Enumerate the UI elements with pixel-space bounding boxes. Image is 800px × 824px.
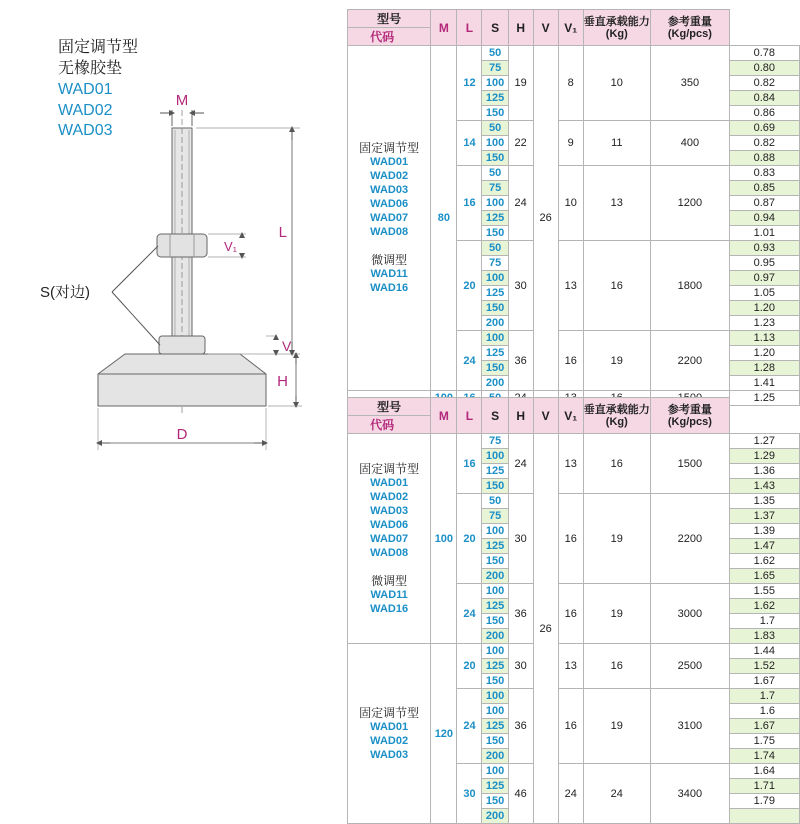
hdr-weight: 参考重量 (Kg/pcs) <box>650 10 729 46</box>
l-cell: 200 <box>482 749 508 764</box>
hdr2-model: 型号 <box>348 398 431 416</box>
l-cell: 125 <box>482 346 508 361</box>
m-cell: 24 <box>457 689 482 764</box>
load-cell: 2500 <box>650 644 729 689</box>
load-cell: 3000 <box>650 584 729 644</box>
hdr2-load: 垂直承载能力 (Kg) <box>583 398 650 434</box>
model-code: WAD08 <box>370 226 409 238</box>
model-code: WAD03 <box>370 748 409 761</box>
model-code: WAD01 <box>370 476 409 489</box>
m-cell: 20 <box>457 241 482 331</box>
l-cell: 100 <box>482 524 508 539</box>
l-cell: 75 <box>482 256 508 271</box>
weight-cell: 0.69 <box>729 121 799 136</box>
s-cell: 36 <box>508 689 533 764</box>
model-code: WAD07 <box>370 532 409 545</box>
model-code: WAD06 <box>370 518 409 531</box>
l-cell: 150 <box>482 301 508 316</box>
weight-cell: 1.7 <box>729 614 799 629</box>
model-code: WAD16 <box>370 602 409 615</box>
model-code: WAD02 <box>370 170 409 182</box>
l-cell: 125 <box>482 599 508 614</box>
hdr-load: 垂直承载能力 (Kg) <box>583 10 650 46</box>
weight-cell: 1.62 <box>729 554 799 569</box>
hdr2-code: 代码 <box>348 416 431 434</box>
d-cell: 100 <box>431 434 457 644</box>
l-cell: 150 <box>482 479 508 494</box>
l-cell: 125 <box>482 286 508 301</box>
weight-cell: 1.75 <box>729 734 799 749</box>
table-row <box>348 434 800 449</box>
weight-cell: 1.65 <box>729 569 799 584</box>
v1-cell: 16 <box>583 644 650 689</box>
weight-cell: 1.64 <box>729 764 799 779</box>
l-cell: 150 <box>482 106 508 121</box>
l-cell: 100 <box>482 271 508 286</box>
v1-cell: 19 <box>583 584 650 644</box>
l-cell: 100 <box>482 331 508 346</box>
table-row <box>348 644 800 659</box>
weight-cell: 1.79 <box>729 794 799 809</box>
dim-l-label: L <box>278 224 287 241</box>
model-code: WAD01 <box>370 156 409 168</box>
weight-cell: 0.97 <box>729 271 799 286</box>
product-code-2: WAD02 <box>58 102 113 119</box>
model-code: WAD03 <box>370 504 409 517</box>
l-cell: 100 <box>482 136 508 151</box>
weight-cell: 0.88 <box>729 151 799 166</box>
l-cell: 100 <box>482 196 508 211</box>
s-cell: 36 <box>508 584 533 644</box>
h-cell: 26 <box>533 434 558 824</box>
weight-cell <box>729 809 799 824</box>
l-cell: 200 <box>482 569 508 584</box>
l-cell: 200 <box>482 629 508 644</box>
spacer <box>348 239 430 253</box>
v-cell: 16 <box>558 331 583 391</box>
l-cell: 150 <box>482 614 508 629</box>
l-cell: 150 <box>482 361 508 376</box>
weight-cell: 1.74 <box>729 749 799 764</box>
weight-cell: 1.47 <box>729 539 799 554</box>
l-cell: 50 <box>482 494 508 509</box>
weight-cell: 1.43 <box>729 479 799 494</box>
v-cell: 13 <box>558 241 583 331</box>
m-cell: 20 <box>457 644 482 689</box>
h-cell: 26 <box>533 46 558 391</box>
base-pad <box>98 354 266 406</box>
m-cell: 16 <box>457 166 482 241</box>
weight-cell: 0.87 <box>729 196 799 211</box>
l-cell: 150 <box>482 674 508 689</box>
model-code: WAD01 <box>370 720 409 733</box>
m-cell: 24 <box>457 584 482 644</box>
weight-cell: 1.13 <box>729 331 799 346</box>
v1-cell: 24 <box>583 764 650 824</box>
v-cell: 13 <box>558 434 583 494</box>
hdr-l: L <box>457 10 482 46</box>
weight-cell: 0.95 <box>729 256 799 271</box>
product-code-3: WAD03 <box>58 122 113 139</box>
l-cell: 100 <box>482 449 508 464</box>
spec-table-1 <box>347 9 800 406</box>
dim-m-label: M <box>175 92 189 109</box>
v1-cell: 16 <box>583 241 650 331</box>
product-code-1: WAD01 <box>58 81 113 98</box>
model-type-label: 微调型 <box>371 253 408 267</box>
model-type-label: 固定调节型 <box>359 141 420 155</box>
v-cell: 9 <box>558 121 583 166</box>
l-cell: 150 <box>482 794 508 809</box>
model-type-label: 微调型 <box>371 573 408 588</box>
s-cell: 24 <box>508 166 533 241</box>
v1-cell: 19 <box>583 689 650 764</box>
l-cell: 125 <box>482 211 508 226</box>
m-cell: 30 <box>457 764 482 824</box>
load-cell: 1200 <box>650 166 729 241</box>
model-code: WAD16 <box>370 282 409 294</box>
leveling-foot-drawing <box>0 0 345 470</box>
l-cell: 150 <box>482 151 508 166</box>
model-type-label: 固定调节型 <box>359 705 420 720</box>
weight-cell: 0.94 <box>729 211 799 226</box>
weight-cell: 0.78 <box>729 46 799 61</box>
weight-cell: 1.29 <box>729 449 799 464</box>
v-cell: 10 <box>558 166 583 241</box>
s-cell: 30 <box>508 241 533 331</box>
weight-cell: 1.05 <box>729 286 799 301</box>
lower-nut <box>159 336 205 354</box>
load-cell: 1800 <box>650 241 729 331</box>
weight-cell: 1.39 <box>729 524 799 539</box>
l-cell: 75 <box>482 434 508 449</box>
weight-cell: 1.01 <box>729 226 799 241</box>
d-cell: 80 <box>431 46 457 391</box>
v-cell: 16 <box>558 494 583 584</box>
v1-cell: 10 <box>583 46 650 121</box>
hdr-h: H <box>508 10 533 46</box>
hdr2-m: M <box>431 398 457 434</box>
dim-h-label: H <box>277 373 288 390</box>
weight-cell: 1.20 <box>729 301 799 316</box>
l-cell: 50 <box>482 241 508 256</box>
weight-cell: 1.37 <box>729 509 799 524</box>
weight-cell: 1.83 <box>729 629 799 644</box>
model-code: WAD08 <box>370 546 409 559</box>
m-cell: 24 <box>457 331 482 391</box>
v-cell: 8 <box>558 46 583 121</box>
s-cell: 36 <box>508 331 533 391</box>
s-cell: 30 <box>508 494 533 584</box>
model-group-cell <box>348 434 431 644</box>
load-cell: 3400 <box>650 764 729 824</box>
hdr-v: V <box>533 10 558 46</box>
weight-cell: 0.82 <box>729 76 799 91</box>
load-cell: 2200 <box>650 331 729 391</box>
weight-cell: 1.7 <box>729 689 799 704</box>
product-title: 固定调节型 <box>58 39 139 56</box>
model-code: WAD07 <box>370 212 409 224</box>
hdr2-l: L <box>457 398 482 434</box>
l-cell: 150 <box>482 226 508 241</box>
l-cell: 125 <box>482 659 508 674</box>
l-cell: 75 <box>482 509 508 524</box>
weight-cell: 1.67 <box>729 719 799 734</box>
upper-nut <box>157 234 207 257</box>
l-cell: 200 <box>482 376 508 391</box>
v1-cell: 13 <box>583 166 650 241</box>
m-cell: 20 <box>457 494 482 584</box>
hdr2-h: H <box>508 398 533 434</box>
hdr-code: 代码 <box>348 28 431 46</box>
hdr2-weight: 参考重量 (Kg/pcs) <box>650 398 729 434</box>
l-cell: 75 <box>482 61 508 76</box>
l-cell: 125 <box>482 779 508 794</box>
s-cell: 24 <box>508 434 533 494</box>
hdr-m: M <box>431 10 457 46</box>
model-code: WAD03 <box>370 184 409 196</box>
model-code: WAD02 <box>370 734 409 747</box>
s-cell: 30 <box>508 644 533 689</box>
weight-cell: 0.84 <box>729 91 799 106</box>
s-cell: 19 <box>508 46 533 121</box>
weight-cell: 1.36 <box>729 464 799 479</box>
l-cell: 50 <box>482 46 508 61</box>
hdr-v1: V₁ <box>558 10 583 46</box>
weight-cell: 0.82 <box>729 136 799 151</box>
l-cell: 100 <box>482 584 508 599</box>
weight-cell: 1.52 <box>729 659 799 674</box>
hdr2-s: S <box>482 398 508 434</box>
l-cell: 100 <box>482 689 508 704</box>
hdr-s: S <box>482 10 508 46</box>
s-cell: 22 <box>508 121 533 166</box>
model-code: WAD06 <box>370 198 409 210</box>
dim-v-label: V <box>282 338 292 354</box>
l-cell: 125 <box>482 539 508 554</box>
product-panel <box>0 0 345 800</box>
weight-cell: 1.41 <box>729 376 799 391</box>
weight-cell: 1.6 <box>729 704 799 719</box>
weight-cell: 0.86 <box>729 106 799 121</box>
model-code: WAD11 <box>370 268 408 280</box>
weight-cell: 1.62 <box>729 599 799 614</box>
model-code: WAD11 <box>370 588 408 601</box>
weight-cell: 1.44 <box>729 644 799 659</box>
v1-cell: 16 <box>583 434 650 494</box>
v1-cell: 19 <box>583 331 650 391</box>
d-cell: 120 <box>431 644 457 824</box>
v1-cell: 19 <box>583 494 650 584</box>
weight-cell: 1.27 <box>729 434 799 449</box>
weight-cell: 1.55 <box>729 584 799 599</box>
l-cell: 200 <box>482 316 508 331</box>
l-cell: 50 <box>482 121 508 136</box>
spacer <box>348 560 430 574</box>
l-cell: 75 <box>482 181 508 196</box>
load-cell: 3100 <box>650 689 729 764</box>
product-subtitle: 无橡胶垫 <box>58 60 123 77</box>
l-cell: 100 <box>482 764 508 779</box>
spec-table-2 <box>347 397 800 824</box>
model-group-cell <box>348 46 431 391</box>
l-cell: 100 <box>482 76 508 91</box>
model-code: WAD02 <box>370 490 409 503</box>
load-cell: 400 <box>650 121 729 166</box>
l-cell: 200 <box>482 809 508 824</box>
table-row <box>348 46 800 61</box>
weight-cell: 1.25 <box>729 391 799 406</box>
load-cell: 1500 <box>650 434 729 494</box>
l-cell: 100 <box>482 704 508 719</box>
l-cell: 125 <box>482 719 508 734</box>
hdr2-v1: V₁ <box>558 398 583 434</box>
v-cell: 16 <box>558 689 583 764</box>
l-cell: 150 <box>482 734 508 749</box>
l-cell: 100 <box>482 644 508 659</box>
weight-cell: 0.85 <box>729 181 799 196</box>
weight-cell: 1.71 <box>729 779 799 794</box>
weight-cell: 1.35 <box>729 494 799 509</box>
l-cell: 150 <box>482 554 508 569</box>
m-cell: 16 <box>457 434 482 494</box>
v-cell: 16 <box>558 584 583 644</box>
load-cell: 2200 <box>650 494 729 584</box>
dim-s-label: S(对边) <box>40 284 90 301</box>
weight-cell: 0.83 <box>729 166 799 181</box>
v-cell: 24 <box>558 764 583 824</box>
load-cell: 350 <box>650 46 729 121</box>
weight-cell: 1.20 <box>729 346 799 361</box>
weight-cell: 0.80 <box>729 61 799 76</box>
m-cell: 14 <box>457 121 482 166</box>
model-type-label: 固定调节型 <box>359 461 420 476</box>
s-cell: 46 <box>508 764 533 824</box>
l-cell: 50 <box>482 166 508 181</box>
hdr-model: 型号 <box>348 10 431 28</box>
weight-cell: 1.23 <box>729 316 799 331</box>
dim-d-label: D <box>176 426 188 443</box>
l-cell: 125 <box>482 464 508 479</box>
v-cell: 13 <box>558 644 583 689</box>
hdr2-v: V <box>533 398 558 434</box>
l-cell: 125 <box>482 91 508 106</box>
weight-cell: 1.28 <box>729 361 799 376</box>
v1-cell: 11 <box>583 121 650 166</box>
m-cell: 12 <box>457 46 482 121</box>
model-group-cell <box>348 644 431 824</box>
weight-cell: 1.67 <box>729 674 799 689</box>
dim-v1-label: V₁ <box>223 239 237 254</box>
weight-cell: 0.93 <box>729 241 799 256</box>
